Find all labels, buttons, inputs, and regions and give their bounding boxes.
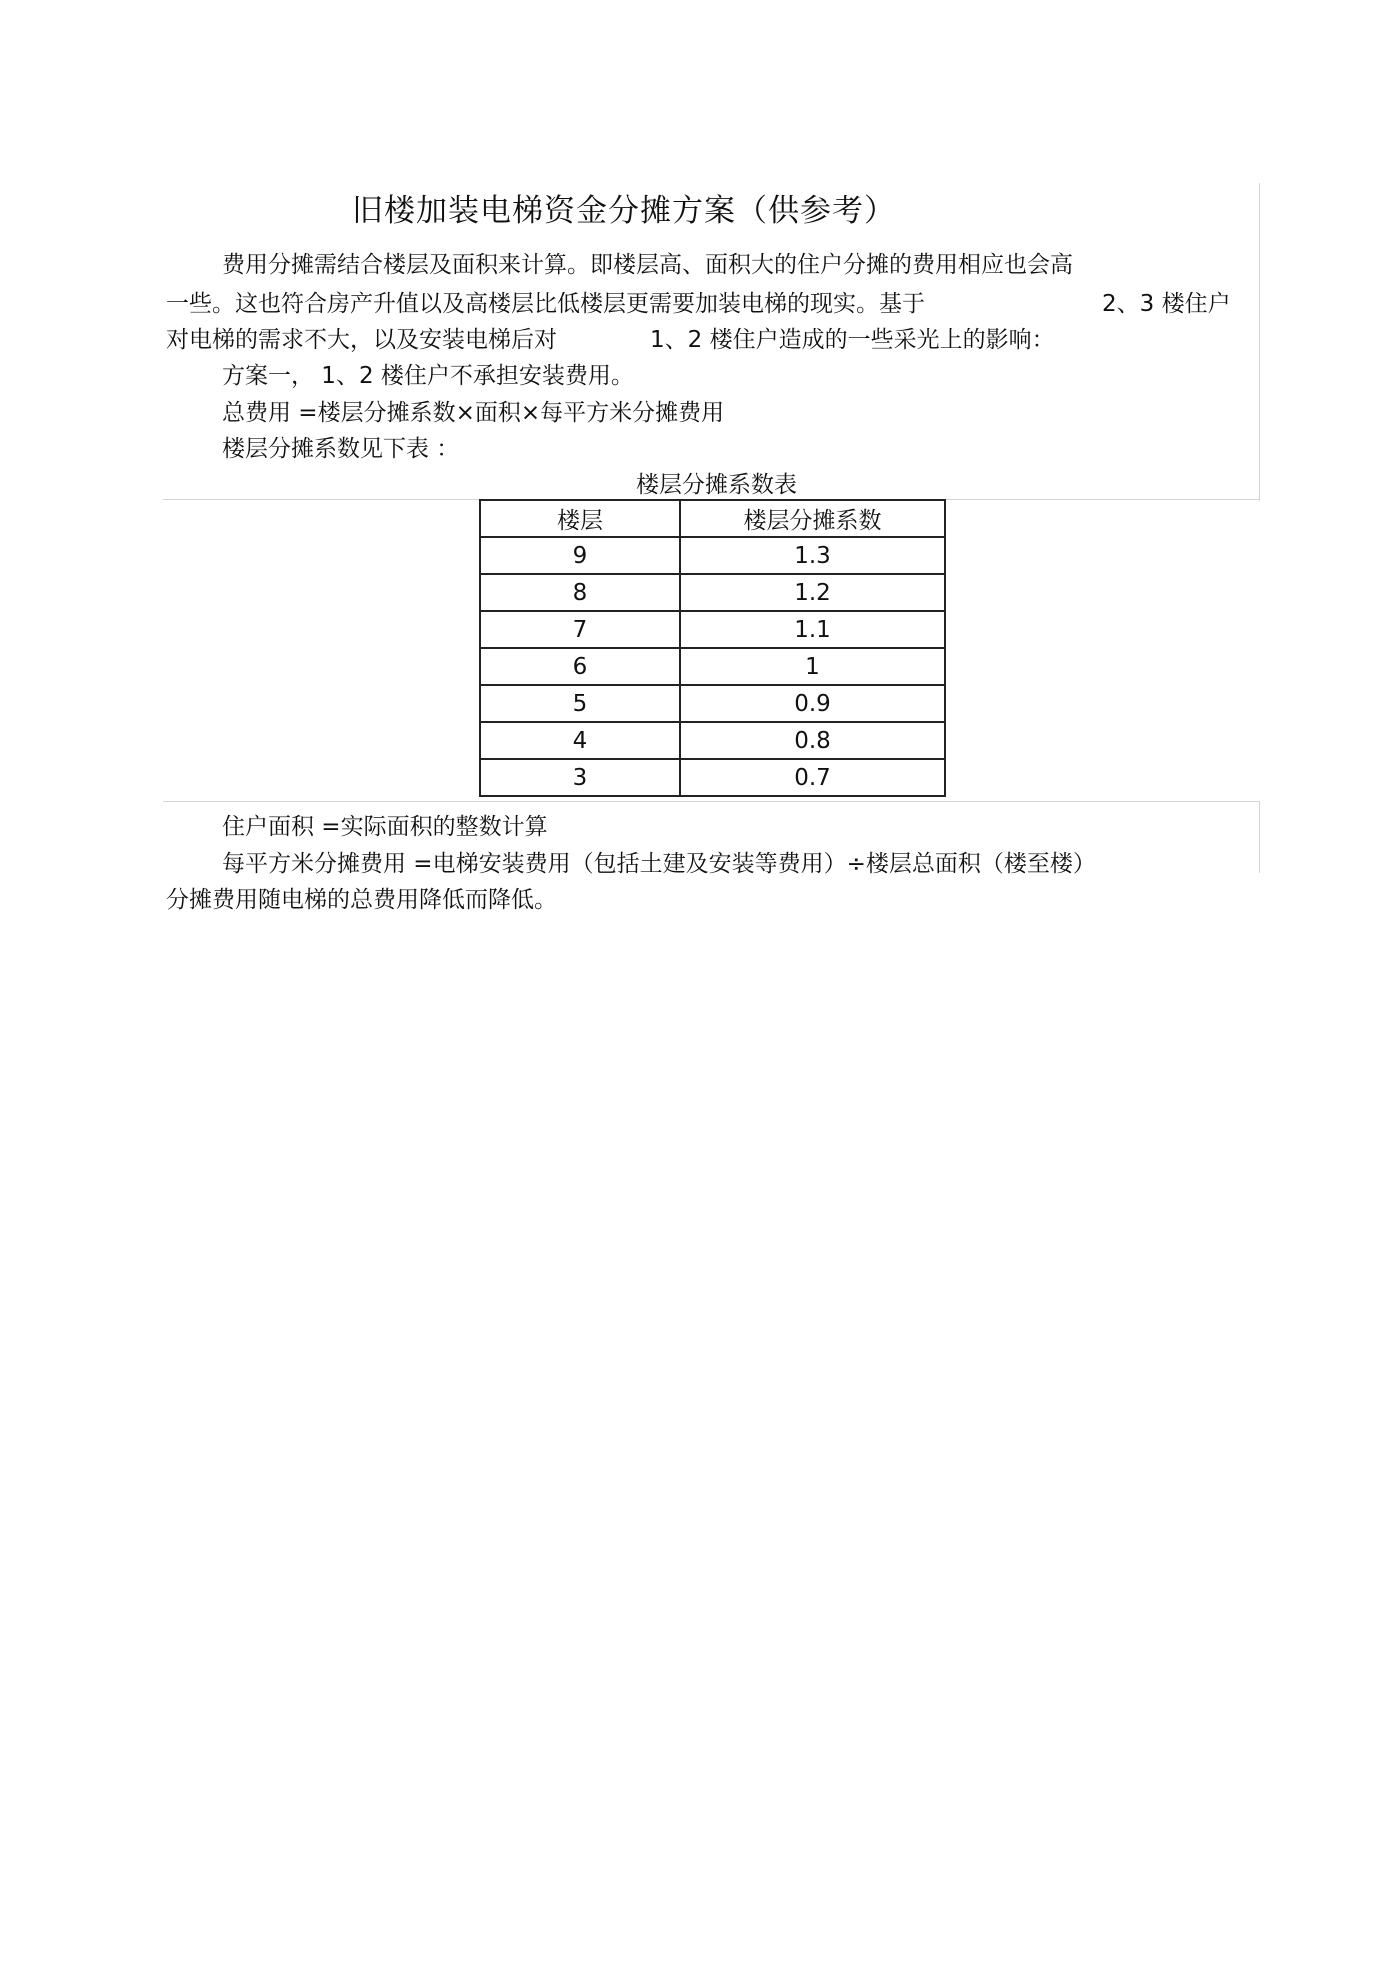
frame-line-right-top [1259,183,1260,501]
closing-text: 分摊费用随电梯的总费用降低而降低。 [166,887,557,913]
table-header-row [480,500,945,537]
coefficient-cell: 1.3 [680,537,945,574]
table-row [480,574,945,611]
table-row [480,685,945,722]
table-row [480,722,945,759]
plan-one-text: 方案一， 1、2 楼住户不承担安装费用。 [222,363,634,389]
per-sqm-formula: 每平方米分摊费用 =电梯安装费用（包括土建及安装等费用）÷楼层总面积（楼至楼） [222,851,1096,877]
total-cost-formula: 总费用 =楼层分摊系数×面积×每平方米分摊费用 [222,400,725,426]
coefficient-cell: 0.9 [680,685,945,722]
intro-line-3a: 对电梯的需求不大，以及安装电梯后对 [166,327,557,353]
floor-cell: 4 [480,722,680,759]
frame-line-right-bottom [1259,801,1260,873]
floor-cell: 9 [480,537,680,574]
coefficient-cell: 0.7 [680,759,945,796]
table-row [480,648,945,685]
floor-coefficient-table [479,499,946,797]
floor-cell: 8 [480,574,680,611]
coefficient-cell: 1.1 [680,611,945,648]
table-row [480,759,945,796]
header-floor: 楼层 [480,500,680,537]
intro-line-1: 费用分摊需结合楼层及面积来计算。即楼层高、面积大的住户分摊的费用相应也会高 [222,252,1073,278]
area-note: 住户面积 =实际面积的整数计算 [222,814,548,840]
floor-cell: 7 [480,611,680,648]
coefficient-cell: 1 [680,648,945,685]
floor-cell: 5 [480,685,680,722]
coefficient-cell: 0.8 [680,722,945,759]
coefficient-cell: 1.2 [680,574,945,611]
floor-cell: 3 [480,759,680,796]
intro-line-2a: 一些。这也符合房产升值以及高楼层比低楼层更需要加装电梯的现实。基于 [166,291,925,317]
document-title: 旧楼加装电梯资金分摊方案（供参考） [352,193,896,229]
table-caption: 楼层分摊系数表 [636,472,797,498]
table-row [480,537,945,574]
header-coefficient: 楼层分摊系数 [680,500,945,537]
floor-cell: 6 [480,648,680,685]
intro-line-2b: 2、3 楼住户 [1102,291,1231,317]
intro-line-3b: 1、2 楼住户造成的一些采光上的影响： [650,327,1055,353]
see-table-text: 楼层分摊系数见下表 ： [222,436,460,462]
table-row [480,611,945,648]
frame-line-under-table [163,801,1260,802]
